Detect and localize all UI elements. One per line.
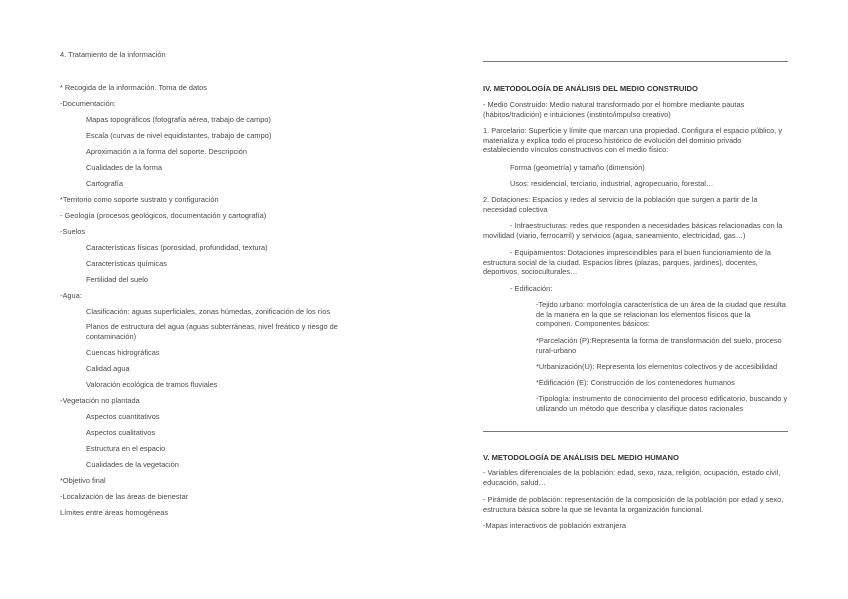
paragraph: *Edificación (E): Construcción de los contenedores humanos: [536, 378, 735, 387]
list-item: *Territorio como soporte sustrato y configuración: [60, 195, 219, 204]
list-item: Fertilidad del suelo: [86, 275, 149, 284]
paragraph: Usos: residencial, terciario, industrial, agropecuario, forestal…: [510, 179, 714, 188]
paragraph: Forma (geometría) y tamaño (dimensión): [510, 163, 645, 172]
list-item: Características químicas: [86, 259, 167, 268]
paragraph: *Urbanización(U): Representa los elementos colectivos y de accesibilidad: [536, 362, 778, 371]
list-item: Cartografía: [86, 179, 123, 188]
paragraph: - Pirámide de población: representación de la composición de la población por edad y sexo, estructura básica sobre la que se levanta la organización funcional.: [483, 495, 784, 514]
list-item: Estructura en el espacio: [86, 444, 166, 453]
paragraph: -Mapas interactivos de población extranjera: [483, 521, 626, 530]
list-item: Cualidades de la vegetación: [86, 460, 179, 469]
paragraph: - Infraestructuras: redes que responden a necesidades básicas relacionadas con la movilidad (viario, ferrocarril) y servicios (agua, saneamiento, electricidad, gas…): [483, 221, 783, 240]
divider: [483, 61, 788, 62]
list-item: Valoración ecológica de tramos fluviales: [86, 380, 218, 389]
list-item: Características físicas (porosidad, profundidad, textura): [86, 243, 268, 252]
list-item: -Suelos: [60, 227, 86, 236]
section-title: 4. Tratamiento de la información: [60, 50, 166, 59]
paragraph: 1. Parcelario: Superficie y límite que marcan una propiedad. Configura el espacio público, y materializa y explica todo el proceso histórico de evolución del dominio privado estableciendo vínculos constructivos con el medio físico:: [483, 126, 783, 154]
list-item: Mapas topográficos (fotografía aérea, trabajo de campo): [86, 115, 271, 124]
divider: [483, 431, 788, 432]
list-item: Escala (curvas de nivel equidistantes, trabajo de campo): [86, 131, 272, 140]
list-item: Calidad agua: [86, 364, 130, 373]
list-item: Límites entre áreas homogéneas: [60, 508, 169, 517]
list-item: *Objetivo final: [60, 476, 106, 485]
list-item: Aspectos cuantitativos: [86, 412, 160, 421]
paragraph: - Equipamientos: Dotaciones imprescindibles para el buen funcionamiento de la estructura social de la ciudad. Espacios libres (plazas, parques, jardines), docentes, deportivos, socioculturales…: [483, 248, 771, 276]
list-item: * Recogida de la información. Toma de datos: [60, 83, 207, 92]
list-item: -Documentación:: [60, 99, 116, 108]
paragraph: - Edificación:: [510, 284, 553, 293]
section-heading: IV. METODOLOGÍA DE ANÁLISIS DEL MEDIO CONSTRUIDO: [483, 84, 698, 93]
list-item: Aspectos cualitativos: [86, 428, 156, 437]
list-item: -Vegetación no plantada: [60, 396, 140, 405]
list-item: Planos de estructura del agua (aguas subterráneas, nivel freático y riesgo de contaminación): [86, 322, 338, 341]
paragraph: - Medio Construido: Medio natural transformado por el hombre mediante pautas (hábitos/tradición) e intuiciones (instinto/impulso creativo): [483, 100, 745, 119]
paragraph: -Tejido urbano: morfología característica de un área de la ciudad que resulta de la manera en la que se relacionan los elementos físicos que la componen. Componentes básicos:: [536, 300, 786, 328]
section-heading: V. METODOLOGÍA DE ANÁLISIS DEL MEDIO HUMANO: [483, 453, 679, 462]
list-item: -Agua:: [60, 291, 82, 300]
list-item: Aproximación a la forma del soporte. Descripción: [86, 147, 248, 156]
list-item: - Geología (procesos geológicos, documentación y cartografía): [60, 211, 267, 220]
list-item: -Localización de las áreas de bienestar: [60, 492, 189, 501]
paragraph: - Variables diferenciales de la población: edad, sexo, raza, religión, ocupación, estado civil, educación, salud…: [483, 468, 781, 487]
paragraph: -Tipología: instrumento de conocimiento del proceso edificatorio, buscando y utilizando un método que describa y clasifique datos racionales: [536, 394, 788, 413]
list-item: Cuencas hidrográficas: [86, 348, 160, 357]
list-item: Cualidades de la forma: [86, 163, 163, 172]
paragraph: 2. Dotaciones: Espacios y redes al servicio de la población que surgen a partir de la necesidad colectiva: [483, 195, 758, 214]
list-item: Clasificación: aguas superficiales, zonas húmedas, zonificación de los ríos: [86, 307, 331, 316]
paragraph: *Parcelación (P):Representa la forma de transformación del suelo, proceso rural-urbano: [536, 336, 782, 355]
